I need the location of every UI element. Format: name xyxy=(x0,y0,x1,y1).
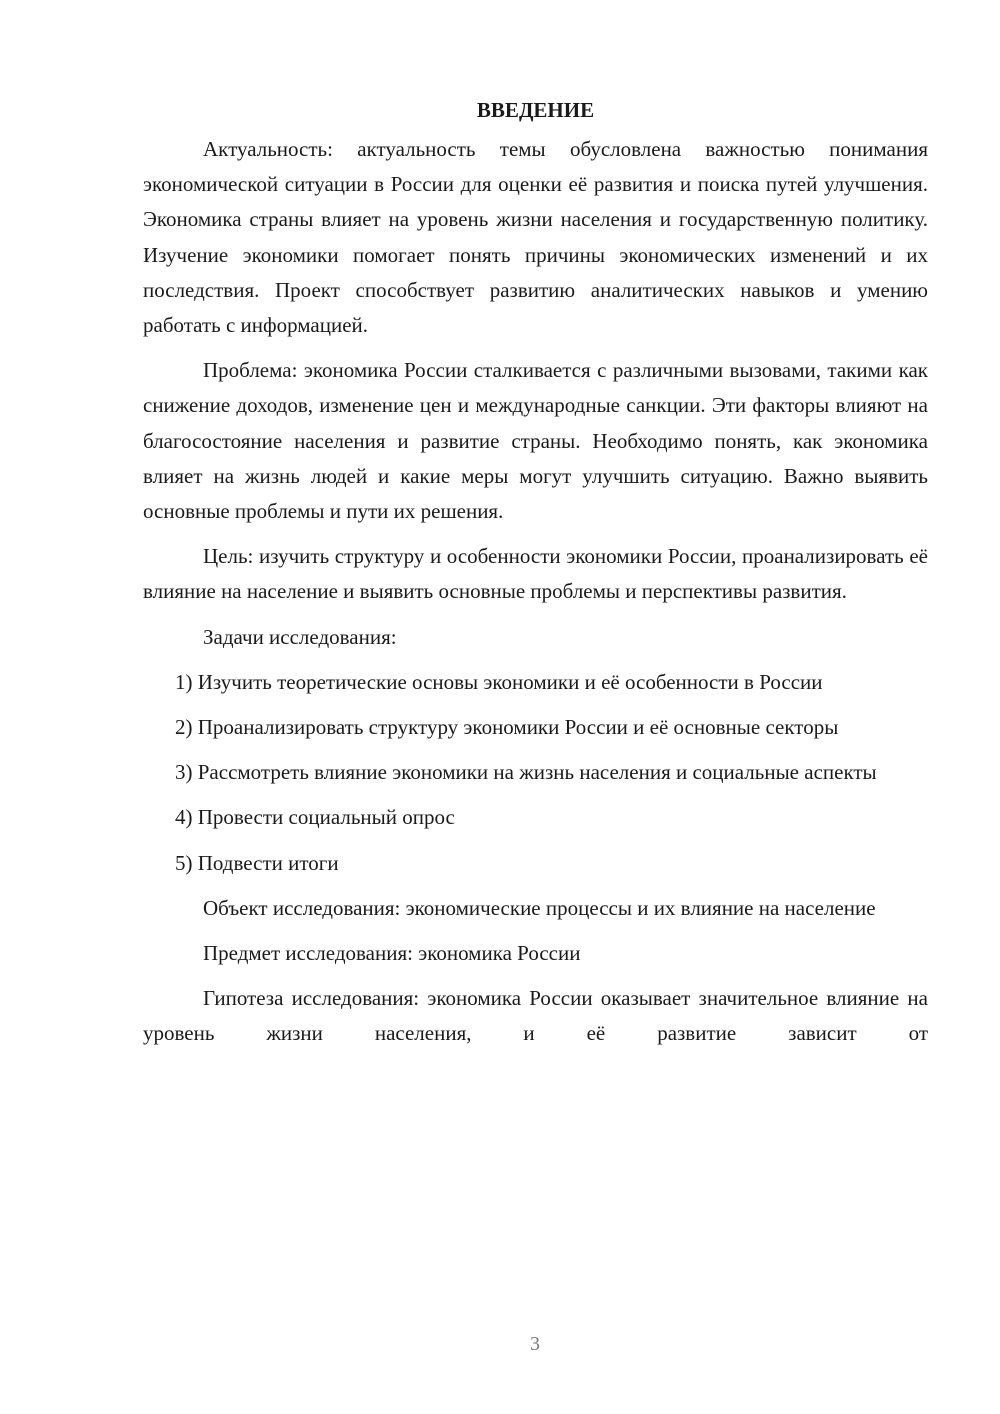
page-number: 3 xyxy=(530,1333,540,1355)
goal-paragraph: Цель: изучить структуру и особенности экономики России, проанализировать её влияние на население и выявить основные проблемы и перспективы развития. xyxy=(143,544,928,604)
page-title: ВВЕДЕНИЕ xyxy=(476,98,595,122)
relevance-paragraph: Актуальность: актуальность темы обусловлена важностью понимания экономической ситуации в России для оценки её развития и поиска путей улучшения. Экономика страны влияет на уровень жизни населения и государственную политику. Изучение экономики помогает понять причины экономических изменений и их последствия. Проект способствует развитию аналитических навыков и умению работать с информацией. xyxy=(143,137,928,338)
research-object-paragraph: Объект исследования: экономические процессы и их влияние на население xyxy=(203,895,876,920)
hypothesis-paragraph: Гипотеза исследования: экономика России оказывает значительное влияние на уровень жизни населения, и её развитие зависит от xyxy=(143,986,928,1046)
document-page xyxy=(143,96,928,1062)
task-item-5: 5) Подвести итоги xyxy=(175,850,339,875)
tasks-heading: Задачи исследования: xyxy=(203,624,397,649)
research-subject-paragraph: Предмет исследования: экономика России xyxy=(203,941,581,966)
task-item-4: 4) Провести социальный опрос xyxy=(175,805,455,830)
task-item-2: 2) Проанализировать структуру экономики России и её основные секторы xyxy=(175,715,839,740)
task-item-1: 1) Изучить теоретические основы экономики и её особенности в России xyxy=(175,669,823,694)
problem-paragraph: Проблема: экономика России сталкивается с различными вызовами, такими как снижение доходов, изменение цен и международные санкции. Эти факторы влияют на благосостояние населения и развитие страны. Необходимо понять, как экономика влияет на жизнь людей и какие меры могут улучшить ситуацию. Важно выявить основные проблемы и пути их решения. xyxy=(143,358,928,524)
task-item-3: 3) Рассмотреть влияние экономики на жизнь населения и социальные аспекты xyxy=(175,760,877,785)
